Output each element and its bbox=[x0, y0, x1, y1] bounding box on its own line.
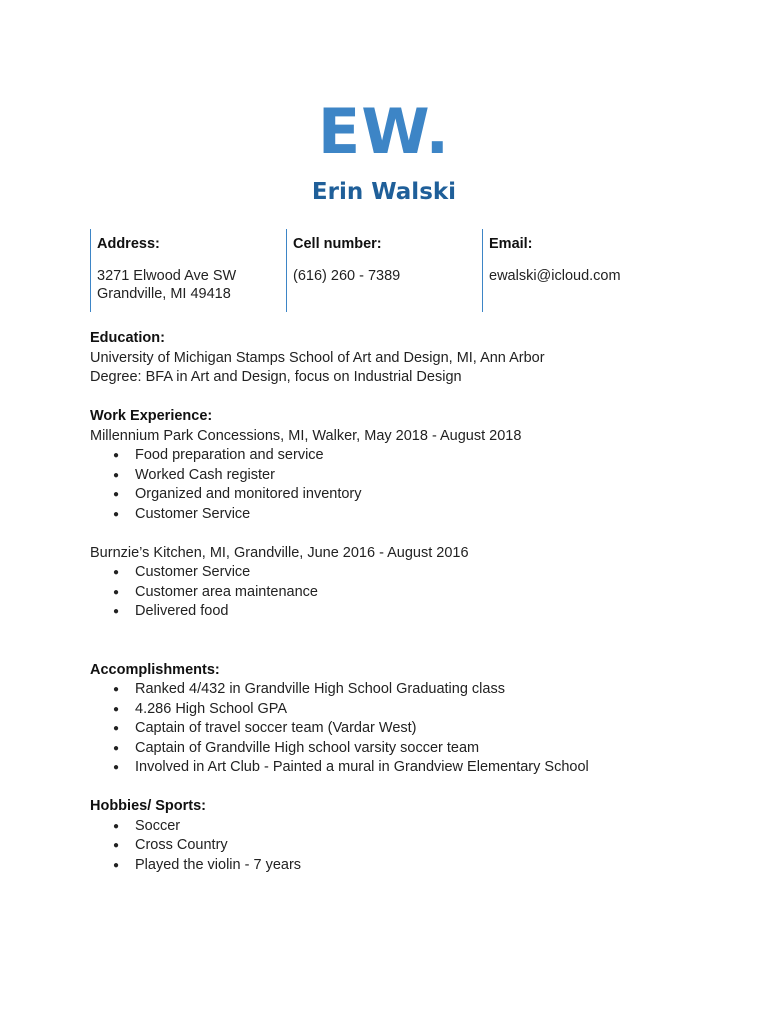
list-item: ● Ranked 4/432 in Grandville High School Graduating class bbox=[90, 680, 710, 700]
job-bullets bbox=[90, 563, 710, 622]
email-label: Email: bbox=[489, 236, 533, 252]
hobbies-title: Hobbies/ Sports: bbox=[90, 798, 207, 814]
list-item: ● Customer area maintenance bbox=[90, 583, 710, 603]
accomplishment-bullets bbox=[90, 680, 710, 778]
job-bullets bbox=[90, 446, 710, 524]
list-item: ● Customer Service bbox=[90, 505, 710, 525]
full-name: Erin Walski bbox=[311, 179, 457, 205]
job-heading: Burnzie’s Kitchen, MI, Grandville, June 2016 - August 2016 bbox=[90, 544, 469, 561]
list-item: ● Involved in Art Club - Painted a mural in Grandview Elementary School bbox=[90, 758, 710, 778]
address-line-2: Grandville, MI 49418 bbox=[97, 286, 231, 302]
list-item: ● Captain of travel soccer team (Vardar West) bbox=[90, 719, 710, 739]
list-item: ● 4.286 High School GPA bbox=[90, 700, 710, 720]
accomplishments-title: Accomplishments: bbox=[90, 661, 220, 678]
education-degree: Degree: BFA in Art and Design, focus on Industrial Design bbox=[90, 369, 462, 385]
resume-body bbox=[90, 329, 710, 875]
email-value: ewalski@icloud.com bbox=[489, 268, 621, 284]
list-item: ● Delivered food bbox=[90, 602, 710, 622]
cell-label: Cell number: bbox=[293, 236, 382, 252]
cell-value: (616) 260 - 7389 bbox=[293, 268, 401, 284]
contact-info bbox=[90, 229, 678, 312]
contact-email bbox=[482, 229, 678, 312]
monogram: EW. bbox=[317, 95, 451, 168]
address-line-1: 3271 Elwood Ave SW bbox=[97, 268, 237, 284]
education-school: University of Michigan Stamps School of Art and Design, MI, Ann Arbor bbox=[90, 349, 545, 366]
list-item: ● Food preparation and service bbox=[90, 446, 710, 466]
job-heading: Millennium Park Concessions, MI, Walker, May 2018 - August 2018 bbox=[90, 427, 522, 444]
list-item: ● Soccer bbox=[90, 817, 710, 837]
accomplishments-section bbox=[90, 661, 710, 778]
education-title: Education: bbox=[90, 330, 165, 346]
hobby-bullets bbox=[90, 817, 710, 876]
work-section bbox=[90, 407, 710, 622]
list-item: ● Worked Cash register bbox=[90, 466, 710, 486]
list-item: ● Captain of Grandville High school varsity soccer team bbox=[90, 739, 710, 759]
list-item: ● Customer Service bbox=[90, 563, 710, 583]
education-section bbox=[90, 329, 710, 388]
list-item: ● Cross Country bbox=[90, 836, 710, 856]
address-label: Address: bbox=[97, 236, 160, 252]
list-item: ● Played the violin - 7 years bbox=[90, 856, 710, 876]
work-title: Work Experience: bbox=[90, 408, 213, 424]
list-item: ● Organized and monitored inventory bbox=[90, 485, 710, 505]
contact-address bbox=[90, 229, 286, 312]
contact-cell bbox=[286, 229, 482, 312]
hobbies-section bbox=[90, 797, 710, 875]
